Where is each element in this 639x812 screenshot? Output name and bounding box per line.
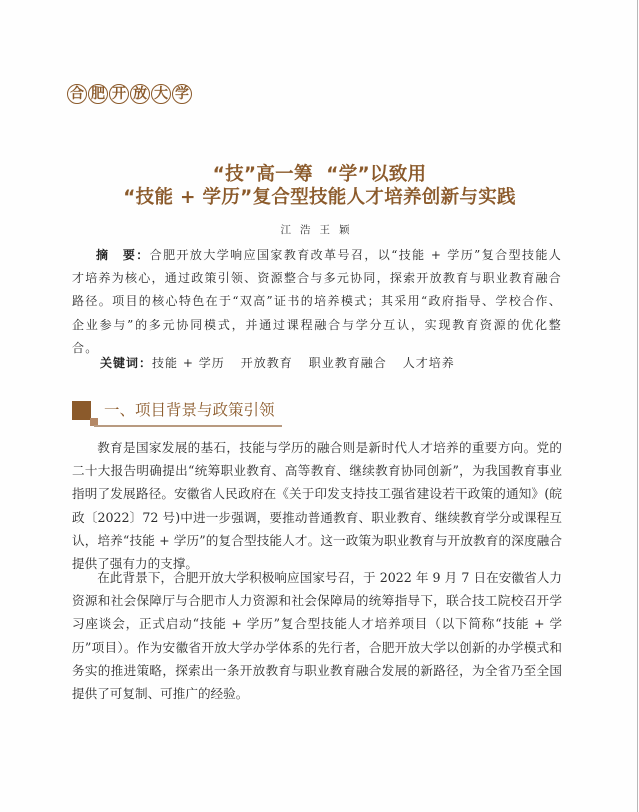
body-paragraph: 教育是国家发展的基石，技能与学历的融合则是新时代人才培养的重要方向。党的二十大报告明确提出“统筹职业教育、高等教育、继续教育协同创新”，为我国教育事业指明了发展路径。安徽省人民政府在《关于印发支持技工强省建设若干政策的通知》(皖政〔2022〕72 号)中进一步强调，要推动普通教育、职业教育、继续教育学分或课程互认，培养“技能 + 学历”的复合型技能人才。这一政策为职业教育与开放教育的深度融合提供了强有力的支撑。	[72, 440, 562, 572]
keyword: 职业教育融合	[308, 356, 387, 370]
masthead-char: 放	[130, 84, 150, 104]
abstract	[72, 244, 562, 360]
masthead-char: 学	[172, 84, 192, 104]
section-heading	[72, 397, 282, 427]
keyword: 技能 + 学历	[152, 356, 225, 370]
masthead-char: 大	[151, 84, 171, 104]
keywords	[100, 352, 590, 375]
masthead-char: 肥	[88, 84, 108, 104]
masthead-char: 开	[109, 84, 129, 104]
page-edge-divider	[637, 0, 638, 812]
body-paragraph: 在此背景下，合肥开放大学积极响应国家号召，于 2022 年 9 月 7 日在安徽省人力资源和社会保障厅与合肥市人力资源和社会保障局的统筹指导下，联合技工院校召开学习座谈会，正式启动“技能 + 学历”复合型技能人才培养项目（以下简称“技能 + 学历”项目）。作为安徽省开放大学办学体系的先行者，合肥开放大学以创新的办学模式和务实的推进策略，探索出一条开放教育与职业教育融合发展的新路径，为全省乃至全国提供了可复制、可推广的经验。	[72, 570, 562, 702]
masthead-char: 合	[67, 84, 87, 104]
journal-masthead	[67, 84, 192, 104]
section-marker-icon	[72, 401, 91, 420]
section-heading-text: 一、项目背景与政策引领	[104, 401, 275, 419]
article-title-line1: “技”高一筹 “学”以致用	[212, 164, 427, 185]
abstract-text: 合肥开放大学响应国家教育改革号召，以“技能 + 学历”复合型技能人才培养为核心，通过政策引领、资源整合与多元协同，探索开放教育与职业教育融合路径。项目的核心特色在于“双高”证书的培养模式；其采用“政府指导、学校合作、企业参与”的多元协同模式，并通过课程融合与学分互认，实现教育资源的优化整合。	[72, 248, 562, 355]
keyword: 开放教育	[240, 356, 293, 370]
article-authors: 江浩王颖	[280, 224, 359, 236]
keywords-label: 关键词：	[100, 356, 153, 370]
article-title-line2: “技能 + 学历”复合型技能人才培养创新与实践	[123, 187, 516, 208]
keyword: 人才培养	[402, 356, 455, 370]
abstract-label: 摘 要：	[96, 248, 150, 262]
section-underline	[94, 425, 282, 427]
